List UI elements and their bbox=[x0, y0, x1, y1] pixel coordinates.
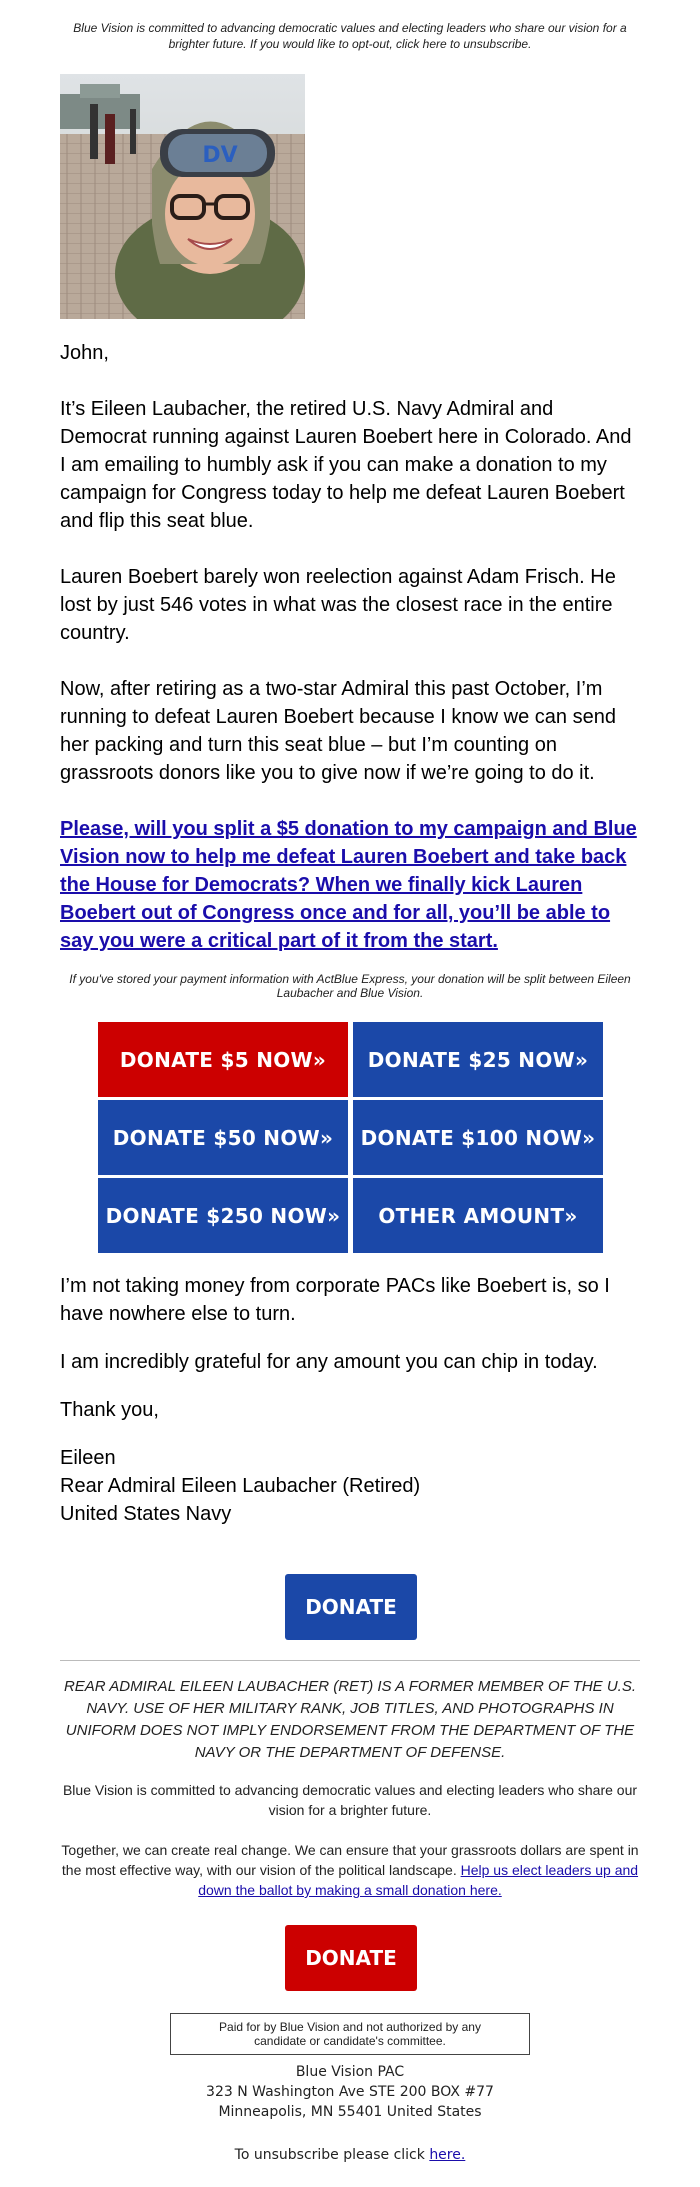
unsubscribe-text: To unsubscribe please click bbox=[234, 2147, 425, 2163]
footer-together-text: Together, we can create real change. We can ensure that your grassroots dollars are spent in the most effective way, with our vision of the political landscape. bbox=[61, 1842, 639, 1878]
donate-red-button[interactable]: DONATE bbox=[285, 1925, 417, 1991]
donation-cta-link[interactable]: Please, will you split a $5 donation to my campaign and Blue Vision now to help me defeat Lauren Boebert and take back the House for Democrats? When we finally kick Lauren Boebert out of Congress once and for all, you’ll be able to say you were a critical part of it from the start. bbox=[60, 818, 637, 952]
paid-for-box bbox=[170, 2013, 530, 2055]
unsubscribe-link[interactable]: here. bbox=[429, 2147, 466, 2163]
footer-donate-link[interactable]: Help us elect leaders up and down the ballot by making a small donation here. bbox=[198, 1862, 639, 1898]
header-note[interactable]: Blue Vision is committed to advancing democratic values and electing leaders who share our vision for a brighter future. If you would like to opt-out, click here to unsubscribe. bbox=[73, 21, 627, 51]
donate-50-button[interactable]: DONATE $50 NOW» bbox=[98, 1100, 348, 1175]
address-org: Blue Vision PAC bbox=[295, 2064, 405, 2080]
signature-name: Eileen bbox=[60, 1447, 116, 1469]
address-street: 323 N Washington Ave STE 200 BOX #77 bbox=[206, 2084, 494, 2100]
donate-button[interactable]: DONATE bbox=[285, 1574, 417, 1640]
paragraph-race: Lauren Boebert barely won reelection against Adam Frisch. He lost by just 546 votes in what was the closest race in the entire country. bbox=[60, 566, 616, 644]
footer-mission: Blue Vision is committed to advancing democratic values and electing leaders who share our vision for a brighter future. bbox=[62, 1782, 638, 1818]
footer-together bbox=[60, 1840, 640, 1900]
candidate-photo bbox=[60, 74, 305, 319]
paragraph-intro: It’s Eileen Laubacher, the retired U.S. Navy Admiral and Democrat running against Lauren Boebert here in Colorado. And I am emailing to humbly ask if you can make a donation to my campaign for Congress today to help me defeat Lauren Boebert and flip this seat blue. bbox=[60, 398, 632, 532]
paragraph-grateful: I am incredibly grateful for any amount you can chip in today. bbox=[60, 1351, 598, 1373]
paragraph-no-pacs: I’m not taking money from corporate PACs like Boebert is, so I have nowhere else to turn. bbox=[60, 1275, 610, 1325]
candidate-photo-illustration bbox=[60, 74, 305, 319]
donate-25-button[interactable]: DONATE $25 NOW» bbox=[353, 1022, 603, 1097]
donate-100-button[interactable]: DONATE $100 NOW» bbox=[353, 1100, 603, 1175]
divider bbox=[60, 1660, 640, 1661]
svg-text:DV: DV bbox=[202, 143, 238, 168]
address-city: Minneapolis, MN 55401 United States bbox=[218, 2104, 482, 2120]
paid-for-text: Paid for by Blue Vision and not authorized by any candidate or candidate's committee. bbox=[219, 2020, 481, 2048]
mailing-address bbox=[60, 2062, 640, 2122]
donate-250-button[interactable]: DONATE $250 NOW» bbox=[98, 1178, 348, 1253]
signature-title: Rear Admiral Eileen Laubacher (Retired) bbox=[60, 1475, 421, 1497]
donate-5-button[interactable]: DONATE $5 NOW» bbox=[98, 1022, 348, 1097]
other-amount-button[interactable]: OTHER AMOUNT» bbox=[353, 1178, 603, 1253]
actblue-express-note: If you've stored your payment information with ActBlue Express, your donation will be split between Eileen Laubacher and Blue Vision. bbox=[69, 972, 631, 1000]
paragraph-retiring: Now, after retiring as a two-star Admiral this past October, I’m running to defeat Lauren Boebert because I know we can send her packing and turn this seat blue – but I’m counting on grassroots donors like you to give now if we’re going to do it. bbox=[60, 678, 616, 784]
closing-content bbox=[60, 1272, 640, 1528]
footer-text bbox=[60, 1780, 640, 1920]
paragraph-thank-you: Thank you, bbox=[60, 1399, 159, 1421]
greeting: John, bbox=[60, 342, 109, 364]
letter-content bbox=[60, 339, 640, 955]
military-disclaimer: REAR ADMIRAL EILEEN LAUBACHER (RET) IS A FORMER MEMBER OF THE U.S. NAVY. USE OF HER MILITARY RANK, JOB TITLES, AND PHOTOGRAPHS IN UNIFORM DOES NOT IMPLY ENDORSEMENT FROM THE DEPARTMENT OF THE NAVY OR THE DEPARTMENT OF DEFENSE. bbox=[63, 1678, 637, 1761]
unsubscribe-line bbox=[60, 2147, 640, 2163]
signature-branch: United States Navy bbox=[60, 1503, 232, 1525]
donate-button-grid bbox=[98, 1022, 603, 1254]
